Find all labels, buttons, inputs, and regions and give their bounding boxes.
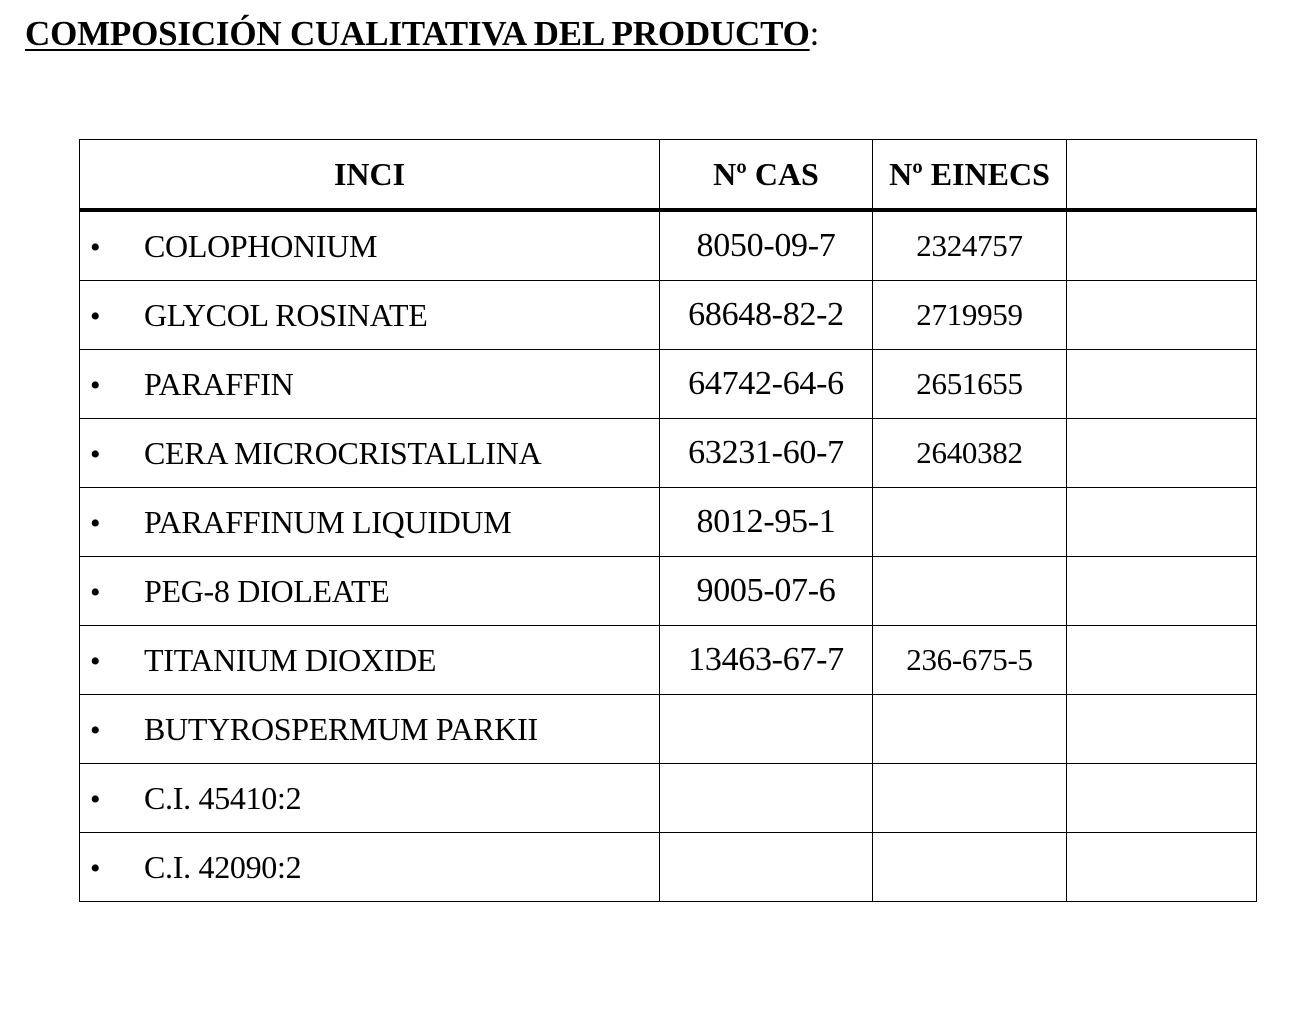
header-cas: Nº CAS xyxy=(660,140,873,211)
inci-name: C.I. 45410:2 xyxy=(144,779,302,816)
bullet-icon: • xyxy=(90,230,101,264)
cell-extra xyxy=(1067,281,1257,350)
table-row xyxy=(80,350,1257,419)
cell-cas: 68648-82-2 xyxy=(660,281,873,350)
bullet-icon: • xyxy=(90,782,101,816)
cell-inci xyxy=(80,281,660,350)
header-einecs: Nº EINECS xyxy=(873,140,1067,211)
cell-inci xyxy=(80,210,660,281)
cell-einecs xyxy=(873,764,1067,833)
cell-einecs: 2640382 xyxy=(873,419,1067,488)
cell-einecs xyxy=(873,833,1067,902)
cell-einecs: 2651655 xyxy=(873,350,1067,419)
inci-name: BUTYROSPERMUM PARKII xyxy=(144,710,538,747)
cell-einecs: 2719959 xyxy=(873,281,1067,350)
bullet-icon: • xyxy=(90,299,101,333)
composition-table xyxy=(79,139,1257,902)
page-title-text: COMPOSICIÓN CUALITATIVA DEL PRODUCTO xyxy=(25,14,810,53)
cell-cas xyxy=(660,833,873,902)
cell-extra xyxy=(1067,764,1257,833)
cell-inci xyxy=(80,764,660,833)
cell-extra xyxy=(1067,695,1257,764)
cell-cas xyxy=(660,764,873,833)
bullet-icon: • xyxy=(90,368,101,402)
cell-extra xyxy=(1067,350,1257,419)
table-row xyxy=(80,626,1257,695)
cell-inci xyxy=(80,419,660,488)
cell-cas: 64742-64-6 xyxy=(660,350,873,419)
cell-cas: 9005-07-6 xyxy=(660,557,873,626)
cell-cas: 8050-09-7 xyxy=(660,210,873,281)
cell-extra xyxy=(1067,488,1257,557)
cell-extra xyxy=(1067,626,1257,695)
page-title xyxy=(25,12,819,56)
cell-inci xyxy=(80,350,660,419)
cell-extra xyxy=(1067,833,1257,902)
cell-extra xyxy=(1067,210,1257,281)
page-title-colon: : xyxy=(809,14,820,53)
cell-inci xyxy=(80,833,660,902)
header-inci: INCI xyxy=(80,140,660,211)
cell-extra xyxy=(1067,557,1257,626)
cell-inci xyxy=(80,695,660,764)
inci-name: COLOPHONIUM xyxy=(144,227,378,264)
table-row xyxy=(80,764,1257,833)
bullet-icon: • xyxy=(90,437,101,471)
bullet-icon: • xyxy=(90,575,101,609)
cell-cas: 8012-95-1 xyxy=(660,488,873,557)
header-extra xyxy=(1067,140,1257,211)
cell-cas: 63231-60-7 xyxy=(660,419,873,488)
inci-name: C.I. 42090:2 xyxy=(144,848,302,885)
inci-name: PEG-8 DIOLEATE xyxy=(144,572,390,609)
cell-einecs xyxy=(873,488,1067,557)
cell-cas xyxy=(660,695,873,764)
table-row xyxy=(80,833,1257,902)
inci-name: PARAFFIN xyxy=(144,365,294,402)
cell-extra xyxy=(1067,419,1257,488)
bullet-icon: • xyxy=(90,851,101,885)
cell-einecs: 2324757 xyxy=(873,210,1067,281)
inci-name: PARAFFINUM LIQUIDUM xyxy=(144,503,512,540)
cell-inci xyxy=(80,626,660,695)
cell-einecs xyxy=(873,695,1067,764)
table-row xyxy=(80,281,1257,350)
inci-name: TITANIUM DIOXIDE xyxy=(144,641,437,678)
cell-inci xyxy=(80,488,660,557)
bullet-icon: • xyxy=(90,713,101,747)
cell-einecs: 236-675-5 xyxy=(873,626,1067,695)
cell-cas: 13463-67-7 xyxy=(660,626,873,695)
bullet-icon: • xyxy=(90,506,101,540)
table-row xyxy=(80,488,1257,557)
cell-einecs xyxy=(873,557,1067,626)
cell-inci xyxy=(80,557,660,626)
table-header-row xyxy=(80,140,1257,211)
table-row xyxy=(80,695,1257,764)
table-row xyxy=(80,210,1257,281)
bullet-icon: • xyxy=(90,644,101,678)
table-row xyxy=(80,557,1257,626)
inci-name: GLYCOL ROSINATE xyxy=(144,296,428,333)
inci-name: CERA MICROCRISTALLINA xyxy=(144,434,542,471)
table-row xyxy=(80,419,1257,488)
